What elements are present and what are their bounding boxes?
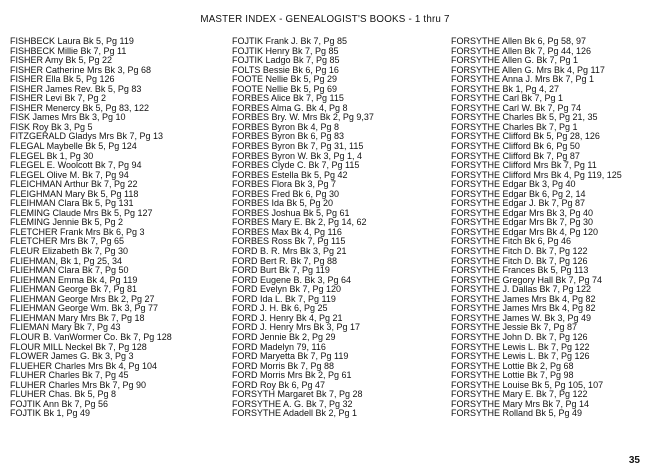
index-entry: FORSYTHE Jessie Bk 7, Pg 87 [451, 322, 578, 333]
index-entry: FLOUR B. VanWormer Co. Bk 7, Pg 128 [10, 331, 172, 342]
index-entry: FLEUR Elizabeth Bk 7, Pg 30 [10, 246, 129, 257]
index-entry: FORD J. Henry Bk 4, Pg 21 [232, 312, 343, 323]
index-entry: FORSYTHE Louise Bk 5, Pg 105, 107 [451, 379, 604, 390]
index-entry: FORBES Fred Bk 6, Pg 30 [232, 188, 340, 199]
index-entry: FORSYTHE James Mrs Bk 4, Pg 82 [451, 303, 596, 314]
index-entry: FLIEHMAN Mary Mrs Bk 7, Pg 18 [10, 312, 145, 323]
index-entry: FLEMING Claude Mrs Bk 5, Pg 127 [10, 207, 153, 218]
index-entry: FORD B. R. Mrs Bk 3, Pg 21 [232, 246, 347, 257]
index-entry: FORSYTHE Charles Bk 7, Pg 1 [451, 121, 578, 132]
index-entry: FOJTIK Henry Bk 7, Pg 85 [232, 45, 339, 56]
index-entry: FORSYTHE A. G. Bk 7, Pg 32 [232, 398, 353, 409]
index-entry: FORBES Flora Bk 3, Pg 7 [232, 179, 337, 190]
index-entry: FORSYTHE Rolland Bk 5, Pg 49 [451, 408, 583, 419]
index-entry: FORSYTH Margaret Bk 7, Pg 28 [232, 389, 363, 400]
index-entry: FLEGAL Maybelle Bk 5, Pg 124 [10, 141, 137, 152]
index-entry: FORSYTHE Lottie Bk 7, Pg 98 [451, 370, 574, 381]
index-entry: FORD Morris Bk 7, Pg 88 [232, 360, 335, 371]
index-column-1 [10, 37, 220, 419]
index-entry: FORSYTHE Gregory Hall Bk 7, Pg 74 [451, 274, 603, 285]
index-entry: FORD Burt Bk 7, Pg 119 [232, 265, 330, 276]
index-entry: FLUEHER Charles Mrs Bk 4, Pg 104 [10, 360, 158, 371]
index-entry: FORBES Clyde C. Bk 7, Pg 115 [232, 160, 360, 171]
index-entry: FISHER Amy Bk 5, Pg 22 [10, 55, 113, 66]
index-entry: FORSYTHE Mary Mrs Bk 7, Pg 14 [451, 398, 590, 409]
index-entry: FISHER Ella Bk 5, Pg 126 [10, 74, 115, 85]
index-entry: FORD Ida L. Bk 7, Pg 119 [232, 293, 336, 304]
index-entry: FLIEHMAN George Wm. Bk 3, Pg 77 [10, 303, 159, 314]
index-entry: FORD Maryetta Bk 7, Pg 119 [232, 351, 349, 362]
index-entry: FORSYTHE Charles Bk 5, Pg 21, 35 [451, 112, 598, 123]
index-entry: FORBES Max Bk 4, Pg 116 [232, 226, 342, 237]
index-entry: FORD Bert R. Bk 7, Pg 88 [232, 255, 338, 266]
index-entry: FOOTE Nellie Bk 5, Pg 29 [232, 74, 338, 85]
index-entry: FORBES Ida Bk 5, Pg 20 [232, 198, 334, 209]
index-entry: FORBES Alma G. Bk 4, Pg 8 [232, 102, 348, 113]
index-entry: FORSYTHE Allen G. Bk 7, Pg 1 [451, 55, 579, 66]
index-entry: FISHER Menercy Bk 5, Pg 83, 122 [10, 102, 150, 113]
index-entry: FLIEHMAN Emma Bk 4, Pg 119 [10, 274, 138, 285]
index-entry: FORSYTHE Fitch D. Bk 7, Pg 122 [451, 246, 588, 257]
index-entry: FORBES Byron W. Bk 3, Pg 1, 4 [232, 150, 363, 161]
index-entry: FOOTE Nellie Bk 5, Pg 69 [232, 83, 338, 94]
index-entry: FORBES Mary E. Bk 2, Pg 14, 62 [232, 217, 367, 228]
index-entry: FORSYTHE Lewis L. Bk 7, Pg 122 [451, 341, 590, 352]
index-entry: FISHER James Rev. Bk 5, Pg 83 [10, 83, 142, 94]
index-entry: FLEGEL E. Woolcott Bk 7, Pg 94 [10, 160, 142, 171]
index-entry: FORSYTHE Clifford Mrs Bk 7, Pg 11 [451, 160, 597, 171]
index-entry: FORSYTHE Edgar Mrs Bk 4, Pg 120 [451, 226, 599, 237]
index-entry: FISHBECK Laura Bk 5, Pg 119 [10, 36, 134, 46]
index-entry: FORBES Estella Bk 5, Pg 42 [232, 169, 348, 180]
index-entry: FORSYTHE Fitch D. Bk 7, Pg 126 [451, 255, 588, 266]
index-entry: FORSYTHE Adadell Bk 2, Pg 1 [232, 408, 358, 419]
index-entry: FLIEHMAN, Bk 1, Pg 25, 34 [10, 255, 123, 266]
index-entry: FORSYTHE Allen G. Mrs Bk 4, Pg 117 [451, 64, 605, 75]
index-entry: FORSYTHE Fitch Bk 6, Pg 46 [451, 236, 572, 247]
index-entry: FLOUR MILL Neckel Bk 7, Pg 128 [10, 341, 147, 352]
index-entry: FORSYTHE Lottie Bk 2, Pg 68 [451, 360, 574, 371]
index-entry: FORBES Byron Bk 4, Pg 8 [232, 121, 340, 132]
index-entry: FORSYTHE Allen Bk 6, Pg 58, 97 [451, 36, 587, 46]
index-entry: FOJTIK Frank J. Bk 7, Pg 85 [232, 36, 348, 46]
index-entry: FORSYTHE Carl W. Bk 7, Pg 74 [451, 102, 582, 113]
index-entry: FORD Jennie Bk 2, Pg 29 [232, 331, 336, 342]
index-entry: FISHER Catherine Mrs Bk 3, Pg 68 [10, 64, 152, 75]
index-entry: FLUHER Charles Bk 7, Pg 45 [10, 370, 129, 381]
index-entry: FLUHER Charles Mrs Bk 7, Pg 90 [10, 379, 147, 390]
index-entry: FORSYTHE Edgar J. Bk 7, Pg 87 [451, 198, 586, 209]
index-entry: FISHBECK Millie Bk 7, Pg 11 [10, 45, 127, 56]
index-column-2 [232, 37, 437, 419]
index-entry: FLEIHMAN Clara Bk 5, Pg 131 [10, 198, 134, 209]
page-number: 35 [628, 455, 640, 466]
index-entry: FORSYTHE Edgar Bk 3, Pg 40 [451, 179, 576, 190]
index-entry: FORD Madelyn 79, 116 [232, 341, 326, 352]
index-entry: FLIEHMAN George Mrs Bk 2, Pg 27 [10, 293, 155, 304]
index-entry: FORSYTHE Frances Bk 5, Pg 113 [451, 265, 589, 276]
index-entry: FISK Roy Bk 3, Pg 5 [10, 121, 93, 132]
index-entry: FLEICHMAN Arthur Bk 7, Pg 22 [10, 179, 138, 190]
index-entry: FLEGEL Bk 1, Pg 30 [10, 150, 94, 161]
index-entry: FLEGEL Olive M. Bk 7, Pg 94 [10, 169, 129, 180]
index-entry: FLEMING Jennie Bk 5, Pg 2 [10, 217, 124, 228]
index-entry: FITZGERALD Gladys Mrs Bk 7, Pg 13 [10, 131, 164, 142]
index-entry: FLEIGHMAN Mary Bk 5, Pg 118 [10, 188, 139, 199]
index-entry: FOJTIK Bk 1, Pg 49 [10, 408, 91, 419]
index-entry: FORBES Joshua Bk 5, Pg 61 [232, 207, 350, 218]
index-entry: FORD Morris Mrs Bk 2, Pg 61 [232, 370, 352, 381]
index-entry: FOJTIK Ann Bk 7, Pg 56 [10, 398, 109, 409]
index-entry: FORD J. H. Bk 6, Pg 25 [232, 303, 328, 314]
index-entry: FORD Roy Bk 6, Pg 47 [232, 379, 326, 390]
index-entry: FORBES Byron Bk 7, Pg 31, 115 [232, 141, 364, 152]
index-entry: FISK James Mrs Bk 3, Pg 10 [10, 112, 126, 123]
index-entry: FORSYTHE Clifford Bk 5, Pg 28, 126 [451, 131, 600, 142]
index-entry: FORBES Ross Bk 7, Pg 115 [232, 236, 346, 247]
index-entry: FLETCHER Mrs Bk 7, Pg 65 [10, 236, 125, 247]
index-entry: FORSYTHE John D. Bk 7, Pg 126 [451, 331, 588, 342]
index-entry: FORSYTHE Mary E. Bk 7, Pg 122 [451, 389, 588, 400]
index-entry: FORSYTHE Bk 1, Pg 4, 27 [451, 83, 560, 94]
index-entry: FORSYTHE Edgar Mrs Bk 3, Pg 40 [451, 207, 594, 218]
index-entry: FORSYTHE Clifford Bk 6, Pg 50 [451, 141, 580, 152]
index-entry: FLIEMAN Mary Bk 7, Pg 43 [10, 322, 121, 333]
index-entry: FORSYTHE Allen Bk 7, Pg 44, 126 [451, 45, 592, 56]
index-entry: FORSYTHE Anna J. Mrs Bk 7, Pg 1 [451, 74, 595, 85]
index-entry: FORSYTHE Clifford Mrs Bk 4, Pg 119, 125 [451, 169, 622, 180]
index-entry: FORSYTHE J. Dallas Bk 7, Pg 122 [451, 284, 592, 295]
index-entry: FORSYTHE James W. Bk 3, Pg 49 [451, 312, 592, 323]
index-entry: FORSYTHE Edgar Bk 6, Pg 2, 14 [451, 188, 586, 199]
index-entry: FORD Evelyn Bk 7, Pg 120 [232, 284, 342, 295]
index-entry: FLOWER James G. Bk 3, Pg 3 [10, 351, 134, 362]
index-entry: FORD Eugene B. Bk 3, Pg 64 [232, 274, 352, 285]
index-column-3 [451, 37, 646, 419]
index-entry: FORSYTHE Lewis L. Bk 7, Pg 126 [451, 351, 590, 362]
index-entry: FLETCHER Frank Mrs Bk 6, Pg 3 [10, 226, 145, 237]
index-entry: FORD J. Henry Mrs Bk 3, Pg 17 [232, 322, 361, 333]
index-entry: FORSYTHE James Mrs Bk 4, Pg 82 [451, 293, 596, 304]
index-entry: FORSYTHE Clifford Bk 7, Pg 87 [451, 150, 580, 161]
page-title: MASTER INDEX - GENEALOGIST'S BOOKS - 1 thru 7 [200, 14, 450, 25]
index-entry: FISHER Levi Bk 7, Pg 2 [10, 93, 107, 104]
index-entry: FORBES Bry. W. Mrs Bk 2, Pg 9,37 [232, 112, 374, 123]
index-entry: FORBES Byron Bk 6, Pg 83 [232, 131, 345, 142]
index-entry: FLIEHMAN Clara Bk 7, Pg 50 [10, 265, 129, 276]
index-entry: FOLTS Bessie Bk 6, Pg 16 [232, 64, 339, 75]
index-entry: FLIEHMAN George Bk 7, Pg 81 [10, 284, 138, 295]
index-entry: FORSYTHE Carl Bk 7, Pg 1 [451, 93, 564, 104]
index-entry: FORBES Alice Bk 7, Pg 115 [232, 93, 344, 104]
index-entry: FORSYTHE Edgar Mrs Bk 7, Pg 30 [451, 217, 594, 228]
index-entry: FLUHER Chas. Bk 5, Pg 8 [10, 389, 117, 400]
index-entry: FOJTIK Ladgo Bk 7, Pg 85 [232, 55, 340, 66]
